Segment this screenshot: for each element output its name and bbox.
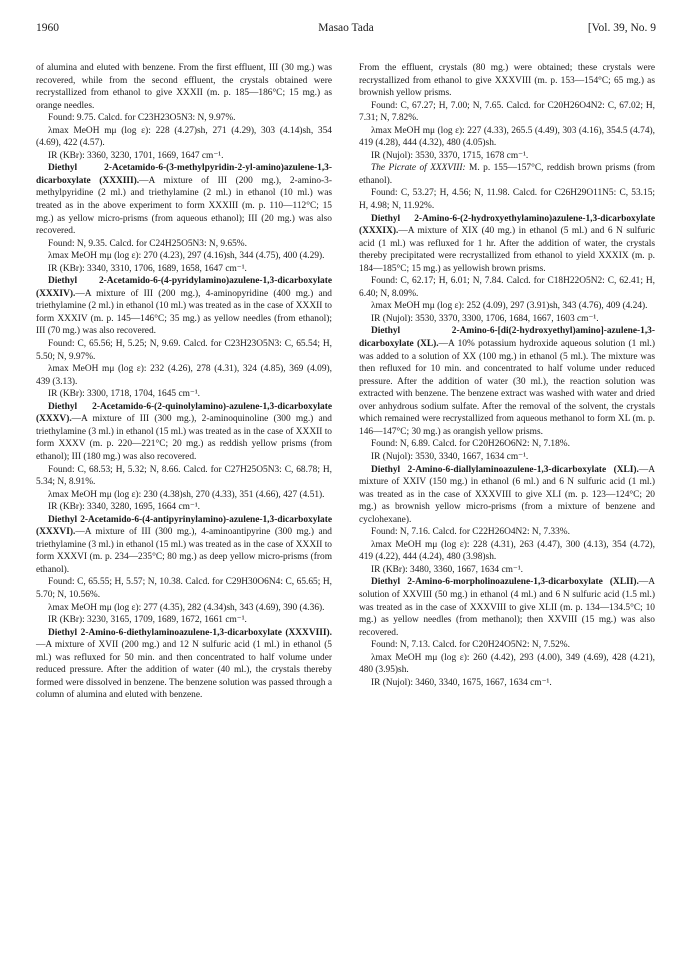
paragraph (359, 275, 655, 300)
compound-title: Diethyl 2-Amino-6-diallylaminoazulene-1,3-dicarboxylate (XLI). (371, 464, 639, 475)
paragraph (36, 602, 332, 615)
compound-title: Diethyl 2-Acetamido-6-(4-pyridylamino)azulene-1,3-dicarboxylate (XXXIV). (36, 276, 332, 299)
paragraph (359, 62, 655, 100)
paragraph (359, 300, 655, 313)
paragraph (36, 125, 332, 150)
paragraph (359, 438, 655, 451)
paragraph (359, 150, 655, 163)
paragraph (359, 213, 655, 276)
paragraph-text: IR (KBr): 3300, 1718, 1704, 1645 cm⁻¹. (48, 389, 201, 400)
compound-title: Diethyl 2-Acetamido-6-(4-antipyrinylamino)-azulene-1,3-dicarboxylate (XXXVI). (36, 514, 332, 538)
paragraph-text: λmax MeOH mμ (log ε): 232 (4.26), 278 (4.31), 324 (4.85), 369 (4.09), 439 (3.13). (36, 364, 332, 387)
paragraph (36, 363, 332, 388)
paragraph (359, 652, 655, 677)
paragraph-text: Found: C, 67.27; H, 7.00; N, 7.65. Calcd. for C20H26O4N2: C, 67.02; H, 7.31; N, 7.82%. (359, 100, 655, 124)
paragraph-text: λmax MeOH mμ (log ε): 252 (4.09), 297 (3.91)sh, 343 (4.76), 409 (4.24). (371, 301, 648, 312)
compound-title: The Picrate of XXXVIII: (371, 163, 466, 174)
paragraph-text: —A solution of XXVIII (50 mg.) in ethanol (4 ml.) and 6 N sulfuric acid (1.5 ml.) was treated as in the case of XXXVIII to give XLII (m. p. 134—134.5°C; 10 mg.) as yellow needles (from methanol); then XXVIII (15 mg.) was also recovered. (359, 577, 655, 638)
paragraph (36, 250, 332, 263)
paragraph-text: λmax MeOH mμ (log ε): 230 (4.38)sh, 270 (4.33), 351 (4.66), 427 (4.51). (48, 489, 325, 500)
paragraph (36, 576, 332, 601)
paragraph-text: —A mixture of III (200 mg.), 2-amino-3-methylpyridine (2 ml.) and triethylamine (2 ml.) in ethanol (10 ml.) was treated as in the above experiment to form XXXIII (m. p. 110—112°C; 15 mg.) as yellow micro-prisms (from aqueous ethanol); III (20 mg.) was also recovered. (36, 175, 332, 237)
paragraph-text: IR (Nujol): 3460, 3340, 1675, 1667, 1634 cm⁻¹. (371, 677, 552, 688)
compound-title: Diethyl 2-Amino-6-diethylaminoazulene-1,3-dicarboxylate (XXXVIII). (48, 627, 332, 638)
paragraph-text: λmax MeOH mμ (log ε): 260 (4.42), 293 (4.00), 349 (4.69), 428 (4.21), 480 (3.95)sh. (359, 652, 655, 676)
paragraph (359, 639, 655, 652)
paragraph (36, 162, 332, 237)
paragraph-text: IR (KBr): 3340, 3310, 1706, 1689, 1658, 1647 cm⁻¹. (48, 263, 247, 274)
paragraph (36, 627, 332, 702)
paragraph (359, 100, 655, 125)
paragraph-text: IR (Nujol): 3530, 3370, 3300, 1706, 1684, 1667, 1603 cm⁻¹. (371, 313, 599, 324)
paragraph-text: —A mixture of XXIV (150 mg.) in ethanol (6 ml.) and 6 N sulfuric acid (1 ml.) was treated as in the case of XXXVIII to give XLI (m. p. 123—124°C; 20 mg.) as brownish yellow micro-prisms (from a mixture of benzene and cyclohexane). (359, 464, 655, 525)
paragraph-text: λmax MeOH mμ (log ε): 277 (4.35), 282 (4.34)sh, 343 (4.69), 390 (4.36). (48, 602, 325, 613)
paragraph (359, 576, 655, 639)
paragraph-text: M. p. 155—157°C, reddish brown prisms (from ethanol). (359, 163, 655, 186)
paragraph-text: λmax MeOH mμ (log ε): 270 (4.23), 297 (4.16)sh, 344 (4.75), 400 (4.29). (48, 251, 325, 262)
paragraph (359, 313, 655, 326)
paragraph (36, 112, 332, 125)
paragraph-text: Found: C, 53.27; H, 4.56; N, 11.98. Calcd. for C26H29O11N5: C, 53.15; H, 4.98; N, 11.92%. (359, 188, 655, 212)
paragraph-text: of alumina and eluted with benzene. From the first effluent, III (30 mg.) was recovered, while from the second effluent, the crystals obtained were recrystallized from ethanol to give XXXII (m. p. 185—186°C; 15 mg.) as orange needles. (36, 63, 332, 111)
paragraph (359, 125, 655, 150)
paragraph (36, 62, 332, 112)
paragraph-text: Found: C, 62.17; H, 6.01; N, 7.84. Calcd. for C18H22O5N2: C, 62.41; H, 6.40; N, 8.09%. (359, 276, 655, 299)
paragraph (359, 325, 655, 438)
volume-info: [Vol. 39, No. 9 (587, 22, 656, 34)
paragraph (359, 564, 655, 577)
paragraph (36, 263, 332, 276)
paragraph-text: From the effluent, crystals (80 mg.) were obtained; these crystals were recrystallized from ethanol to give XXXVIII (m. p. 153—154°C; 65 mg.) as brownish yellow prisms. (359, 63, 655, 99)
paragraph-text: Found: N, 6.89. Calcd. for C20H26O6N2: N, 7.18%. (371, 439, 570, 450)
compound-title: Diethyl 2-Amino-6-morpholinoazulene-1,3-dicarboxylate (XLII). (371, 577, 639, 588)
paragraph-text: Found: 9.75. Calcd. for C23H23O5N3: N, 9.97%. (48, 113, 236, 124)
paragraph (359, 162, 655, 187)
paragraph (359, 451, 655, 464)
page-header (36, 22, 656, 38)
left-column (36, 62, 332, 702)
paragraph (359, 464, 655, 527)
compound-title: Diethyl 2-Acetamido-6-(3-methylpyridin-2-yl-amino)azulene-1,3-dicarboxylate (XXXIII). (36, 163, 332, 186)
paragraph-text: IR (Nujol): 3530, 3340, 1667, 1634 cm⁻¹. (371, 451, 529, 462)
paragraph (36, 401, 332, 464)
paragraph-text: IR (KBr): 3480, 3360, 1667, 1634 cm⁻¹. (371, 564, 524, 575)
right-column (359, 62, 655, 689)
paragraph-text: IR (KBr): 3340, 3280, 1695, 1664 cm⁻¹. (48, 502, 201, 513)
paragraph-text: IR (KBr): 3230, 3165, 1709, 1689, 1672, 1661 cm⁻¹. (48, 615, 247, 626)
paragraph-text: —A mixture of III (300 mg.), 4-aminoantipyrine (300 mg.) and triethylamine (3 ml.) in ethanol (15 ml.) was treated as in the case of XXXII to form XXXVI (m. p. 234—235°C; 80 mg.) as deep yellow micro-prisms (from ethanol). (36, 527, 332, 575)
paragraph (36, 514, 332, 577)
paragraph (36, 614, 332, 627)
paragraph (359, 187, 655, 212)
paragraph-text: IR (KBr): 3360, 3230, 1701, 1669, 1647 cm⁻¹. (48, 150, 224, 161)
running-author: Masao Tada (318, 22, 374, 34)
paragraph (36, 388, 332, 401)
compound-title: Diethyl 2-Acetamido-6-(2-quinolylamino)-azulene-1,3-dicarboxylate (XXXV). (36, 401, 332, 425)
compound-title: Diethyl 2-Amino-6-(2-hydroxyethylamino)azulene-1,3-dicarboxylate (XXXIX). (359, 213, 655, 237)
paragraph-text: Found: C, 68.53; H, 5.32; N, 8.66. Calcd. for C27H25O5N3: C, 68.78; H, 5.34; N, 8.91%. (36, 464, 332, 488)
paragraph-text: Found: N, 7.16. Calcd. for C22H26O4N2: N, 7.33%. (371, 527, 570, 538)
paragraph (36, 238, 332, 251)
paragraph (36, 501, 332, 514)
paragraph (359, 677, 655, 690)
paragraph (359, 526, 655, 539)
compound-title: Diethyl 2-Amino-6-[di(2-hydroxyethyl)amino]-azulene-1,3-dicarboxylate (XL). (359, 326, 655, 350)
paragraph (36, 489, 332, 502)
paragraph-text: Found: C, 65.55; H, 5.57; N, 10.38. Calcd. for C29H30O6N4: C, 65.65; H, 5.70; N, 10.56%. (36, 577, 332, 600)
paragraph (36, 275, 332, 338)
paragraph (359, 539, 655, 564)
paragraph-text: —A mixture of III (300 mg.), 2-aminoquinoline (300 mg.) and triethylamine (3 ml.) in ethanol (15 ml.) was treated as in the case of XXXII to form XXXV (m. p. 220—221°C; 20 mg.) as reddish yellow prisms (from ethanol); III (180 mg.) was also recovered. (36, 414, 332, 462)
paragraph-text: λmax MeOH mμ (log ε): 228 (4.27)sh, 271 (4.29), 303 (4.14)sh, 354 (4.69), 422 (4.57). (36, 125, 332, 149)
paragraph-text: Found: N, 9.35. Calcd. for C24H25O5N3: N, 9.65%. (48, 238, 247, 249)
paragraph-text: Found: N, 7.13. Calcd. for C20H24O5N2: N, 7.52%. (371, 640, 570, 651)
page-number: 1960 (36, 22, 59, 34)
paragraph-text: λmax MeOH mμ (log ε): 228 (4.31), 263 (4.47), 300 (4.13), 354 (4.72), 419 (4.22), 444 (4.24), 480 (3.98)sh. (359, 539, 655, 563)
paragraph (36, 464, 332, 489)
paragraph-text: —A 10% potassium hydroxide aqueous solution (1 ml.) was added to a solution of XX (100 mg.) in ethanol (5 ml.). The mixture was then refluxed for 10 min. and concentrated to half volume under reduced pressure. After the addition of water (30 ml.), the reaction solution was extracted with benzene. The benzene extract was washed with water and dried over anhydrous sodium sulfate. After the removal of the solvent, the crystals which remained were recrystallized from aqueous methanol to form XL (m. p. 146—147°C; 30 mg.) as orangish yellow prisms. (359, 339, 655, 437)
paragraph-text: —A mixture of XIX (40 mg.) in ethanol (5 ml.) and 6 N sulfuric acid (1 ml.) was refluxed for 1 hr. After the addition of water, the crystals thereby precipitated were recrystallized from ethanol to yield XXXIX (m. p. 184—185°C; 15 mg.) as yellowish brown prisms. (359, 226, 655, 274)
paragraph-text: IR (Nujol): 3530, 3370, 1715, 1678 cm⁻¹. (371, 150, 529, 161)
paragraph (36, 150, 332, 163)
paragraph (36, 338, 332, 363)
paragraph-text: λmax MeOH mμ (log ε): 227 (4.33), 265.5 (4.49), 303 (4.16), 354.5 (4.74), 419 (4.28), 444 (4.32), 480 (4.05)sh. (359, 125, 655, 149)
paragraph-text: —A mixture of III (200 mg.), 4-aminopyridine (400 mg.) and triethylamine (2 ml.) in ethanol (10 ml.) was treated as in the case of XXXII to form XXXIV (m. p. 145—146°C; 35 mg.) as yellow needles (from ethanol); III (70 mg.) was also recovered. (36, 288, 332, 337)
paragraph-text: —A mixture of XVII (200 mg.) and 12 N sulfuric acid (1 ml.) in ethanol (5 ml.) was refluxed for 50 min. and then concentrated to half volume under reduced pressure. After the addition of water (40 ml.), the crystals thereby formed were dissolved in benzene. The benzene solution was passed through a column of alumina and eluted with benzene. (36, 640, 332, 701)
paragraph-text: Found: C, 65.56; H, 5.25; N, 9.69. Calcd. for C23H23O5N3: C, 65.54; H, 5.50; N, 9.97%. (36, 339, 332, 362)
